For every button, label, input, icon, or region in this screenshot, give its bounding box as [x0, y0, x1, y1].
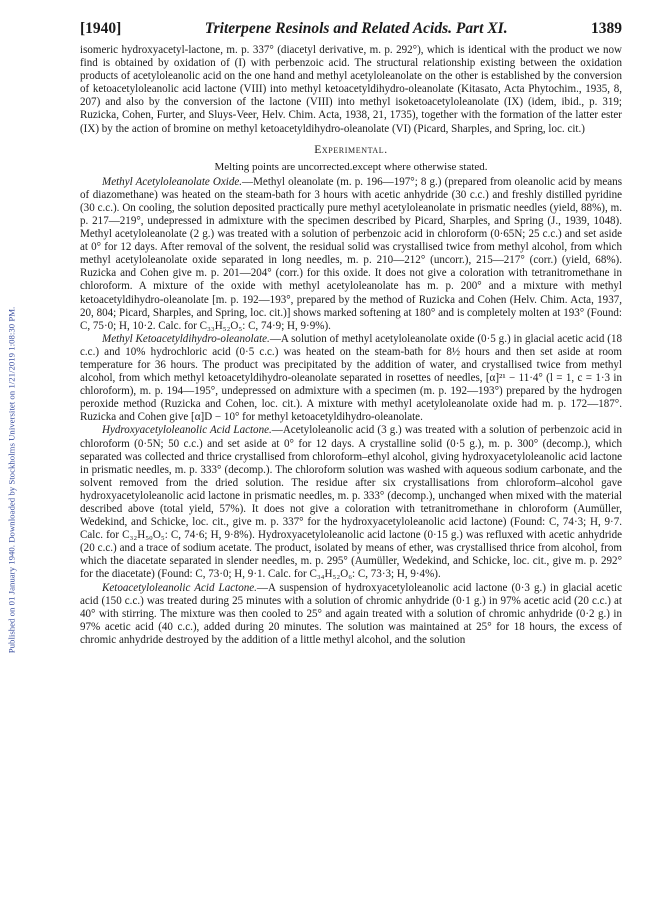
intro-paragraph: isomeric hydroxyacetyl-lactone, m. p. 337° (diacetyl derivative, m. p. 292°), which is identical with the product we now find is obtained by oxidation of (I) with perbenzoic acid. The structural relationship existing between the oxidation products of acetyloleanolic acid on the one hand and methyl acetyloleanolate on the other is established by the conversion of ketoacetyloleanolic acid lactone (VIII) into methyl ketoacetyldihydro-oleanolate (Kitasato, Acta Phytochim., 1935, 8, 207) and also by the conversion of the lactone (VIII) into methyl isoketoacetyloleanolate (IX) (idem, ibid., p. 319; Ruzicka, Cohen, Furter, and Sluys-Veer, Helv. Chim. Acta, 1938, 21, 1735), together with the formation of the latter ester (IX) by the action of bromine on methyl ketoacetyldihydro-oleanolate (VI) (Picard, Sharples, and Spring, loc. cit.)	[80, 44, 622, 135]
journal-page	[80, 20, 622, 647]
paragraph-body: —Acetyloleanolic acid (3 g.) was treated with a solution of perbenzoic acid in chloroform (0·5N; 50 c.c.) and set aside at 0° for 12 days. A crystalline solid (0·5 g.), m. p. 300° (decomp.), which separated was collected and thrice crystallised from chloroform–ethyl alcohol, giving hydroxyacetyloleanolic acid lactone in prismatic needles, m. p. 333° (decomp.). The chloroform solution was washed with aqueous sodium carbonate, and the solvent removed from the dried solution. The residue after six crystallisations from chloroform–alcohol gave hydroxyacetyloleanolic acid lactone in prismatic needles, m. p. 333° (decomp.), unchanged when mixed with the material described above (total yield, 57%). It does not give a coloration with tetranitromethane in chloroform (Aumüller, Wedekind, and Schicke, loc. cit., give m. p. 337° for the hydroxyacetyloleanolic acid lactone) (Found: C, 74·3; H, 9·7. Calc. for C₃₂H₅₀O₅: C, 74·6; H, 9·8%). Hydroxyacetyloleanolic acid lactone (0·15 g.) was refluxed with acetic anhydride (20 c.c.) and a trace of sodium acetate. The product, isolated by means of ether, was crystallised thrice from alcohol, from which the diacetate separated in slender needles, m. p. 295° (Aumüller, Wedekind, and Schicke, loc. cit., give m. p. 292° for the diacetate) (Found: C, 73·0; H, 9·1. Calc. for C₃₄H₅₂O₆: C, 73·3; H, 9·4%).	[80, 424, 622, 581]
paragraph-heading: Ketoacetyloleanolic Acid Lactone.	[102, 581, 257, 594]
paragraph-hydroxyacetyloleanolic-lactone	[80, 424, 622, 581]
paragraph-ketoacetyloleanolic-lactone	[80, 582, 622, 647]
header-title: Triterpene Resinols and Related Acids. Part XI.	[204, 20, 508, 37]
section-title: Experimental.	[314, 142, 388, 156]
paragraph-body: —Methyl oleanolate (m. p. 196—197°; 8 g.) (prepared from oleanolic acid by means of diazomethane) was heated on the steam-bath for 3 hours with acetic anhydride (30 c.c.) and freshly distilled pyridine (30 c.c.). On cooling, the solution deposited practically pure methyl acetyloleanolate in prismatic needles (yield, 88%), m. p. 217—219°, undepressed in admixture with the specimen described by Picard, Sharples, and Spring (J., 1939, 1048). Methyl acetyloleanolate (2 g.) was treated with a solution of perbenzoic acid in chloroform (0·65N; 25 c.c.) and set aside at 0° for 12 days. After removal of the solvent, the residual solid was crystallised twice from methyl alcohol, from which methyl acetyloleanolate oxide separated in long needles, m. p. 210—212° (uncorr.), 215—217° (corr.) (yield, 68%). Ruzicka and Cohen give m. p. 201—204° (corr.) for this oxide. It does not give a coloration with tetranitromethane in chloroform. A mixture of the oxide with methyl acetyloleanolate has m. p. 200° and a mixture with methyl ketoacetyldihydro-oleanolate [m. p. 192—193°, prepared by the method of Ruzicka and Cohen (Helv. Chim. Acta, 1937, 20, 804; Picard, Sharples, and Spring, loc. cit.)] shows marked softening at 180° and is completely molten at 193° (Found: C, 75·0; H, 10·2. Calc. for C₃₃H₅₂O₅: C, 74·9; H, 9·9%).	[80, 175, 623, 332]
page-number: 1389	[590, 20, 622, 37]
paragraph-heading: Methyl Ketoacetyldihydro-oleanolate.	[102, 332, 270, 345]
paragraph-methyl-acetyloleanolate-oxide	[80, 176, 622, 333]
running-header	[80, 20, 622, 38]
paragraph-methyl-ketoacetyldihydro-oleanolate	[80, 333, 622, 425]
melting-point-note: Melting points are uncorrected.except where otherwise stated.	[214, 160, 488, 173]
paragraph-heading: Methyl Acetyloleanolate Oxide.	[102, 175, 243, 188]
paragraph-heading: Hydroxyacetyloleanolic Acid Lactone.	[102, 424, 272, 437]
paragraph-body: —A solution of methyl acetyloleanolate oxide (0·5 g.) in glacial acetic acid (18 c.c.) and 10% hydrochloric acid (0·5 c.c.) was heated on the steam-bath for 8½ hours and then set aside at room temperature for 36 hours. The product was precipitated by the addition of water, and crystallised twice from methyl alcohol, from which methyl ketoacetyldihydro-oleanolate separated in rosettes of needles, [α]²¹ − 11·4° (l = 1, c = 1·3 in chloroform), m. p. 194—195°, undepressed on admixture with a specimen (m. p. 192—193°) prepared by the hydrogen peroxide method (Ruzicka and Cohen, loc. cit.). A mixture with methyl acetyloleanolate oxide had m. p. 172—187°. Ruzicka and Cohen give [α]D − 10° for methyl ketoacetyldihydro-oleanolate.	[80, 332, 622, 424]
paragraph-body: —A suspension of hydroxyacetyloleanolic acid lactone (0·3 g.) in glacial acetic acid (150 c.c.) was treated during 25 minutes with a solution of chromic anhydride (0·1 g.) in 97% acetic acid (20 c.c.) at 40° with stirring. The mixture was then cooled to 25° and again treated with a solution of chromic anhydride (0·2 g.) in 97% acetic acid (40 c.c.), added during 20 minutes. The solution was maintained at 25° for 18 hours, the excess of chromic anhydride destroyed by the addition of a little methyl alcohol, and the solution	[80, 581, 622, 646]
header-year: [1940]	[80, 20, 122, 37]
download-notice-text: Published on 01 January 1940. Downloaded by Stockholms Universitet on 1/21/2019 1:08:30 PM.	[6, 306, 16, 654]
download-notice-sidebar	[2, 120, 20, 840]
